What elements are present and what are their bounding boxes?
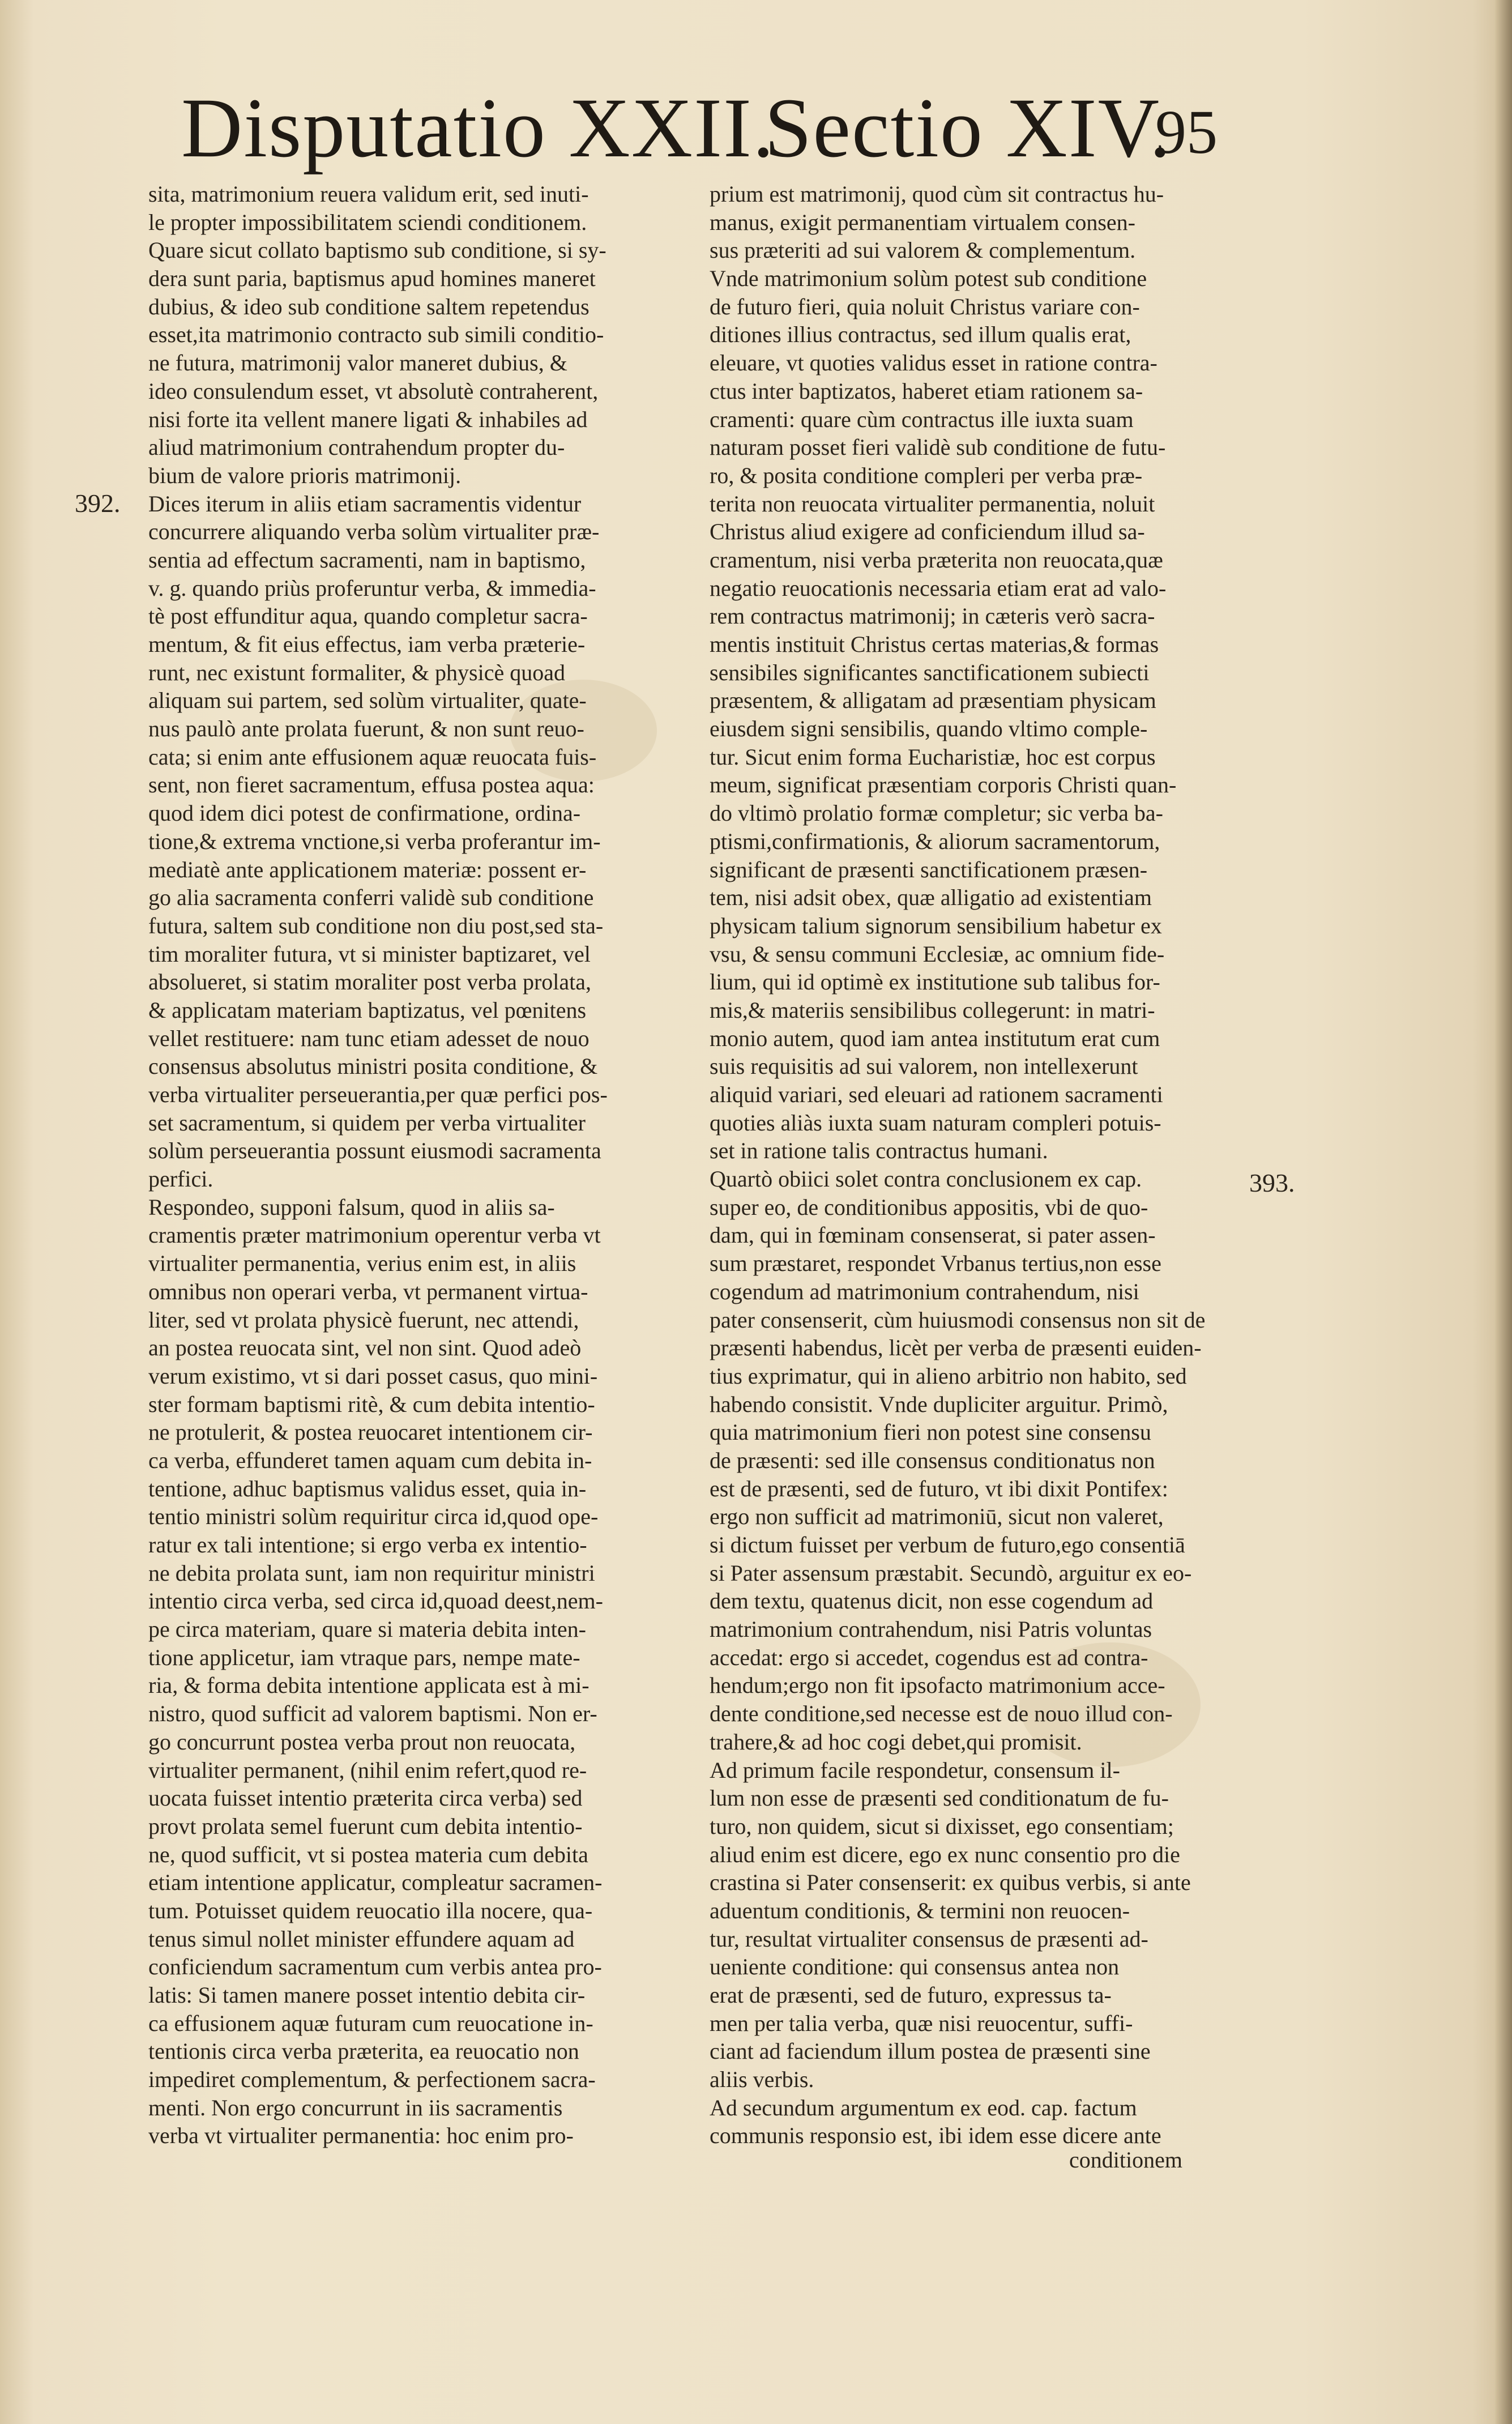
text-line: Vnde matrimonium solùm potest sub conditione <box>710 266 1147 292</box>
text-line: dente conditione,sed necesse est de nouo illud con- <box>710 1701 1173 1727</box>
text-line: go concurrunt postea verba prout non reuocata, <box>148 1729 576 1755</box>
text-line: ne, quod sufficit, vt si postea materia cum debita <box>148 1841 588 1867</box>
text-line: communis responsio est, ibi idem esse dicere ante <box>710 2123 1161 2149</box>
left-text-column <box>148 180 669 2150</box>
text-line: uocata fuisset intentio præterita circa verba) sed <box>148 1785 583 1811</box>
text-line: set sacramentum, si quidem per verba virtualiter <box>148 1109 586 1136</box>
text-line: eiusdem signi sensibilis, quando vltimo comple- <box>710 716 1148 742</box>
text-line: lum non esse de præsenti sed conditionatum de fu- <box>710 1785 1169 1811</box>
text-line: latis: Si tamen manere posset intentio debita cir- <box>148 1982 586 2008</box>
page-edge-shadow <box>1495 0 1512 2424</box>
text-line: mis,& materiis sensibilibus collegerunt: in matri- <box>710 997 1155 1023</box>
text-line: ro, & posita conditione compleri per verba præ- <box>710 462 1143 488</box>
text-line: mediatè ante applicationem materiæ: possent er- <box>148 856 587 882</box>
text-line: ne debita prolata sunt, iam non requiritur ministri <box>148 1560 595 1586</box>
text-line: hendum;ergo non fit ipsofacto matrimonium acce- <box>710 1672 1165 1698</box>
text-line: turo, non quidem, sicut si dixisset, ego consentiam; <box>710 1813 1174 1839</box>
text-line: dem textu, quatenus dicit, non esse cogendum ad <box>710 1588 1154 1614</box>
text-line: erat de præsenti, sed de futuro, expressus ta- <box>710 1982 1112 2008</box>
text-line: meum, significat præsentiam corporis Christi quan- <box>710 772 1177 798</box>
running-header <box>0 79 1512 176</box>
text-line: super eo, de conditionibus appositis, vbi de quo- <box>710 1194 1148 1220</box>
text-line: tur, resultat virtualiter consensus de præsenti ad- <box>710 1926 1148 1952</box>
text-line: tur. Sicut enim forma Eucharistiæ, hoc est corpus <box>710 744 1156 770</box>
text-line: ca verba, effunderet tamen aquam cum debita in- <box>148 1447 592 1473</box>
text-line: cata; si enim ante effusionem aquæ reuocata fuis- <box>148 744 597 770</box>
text-line: ca effusionem aquæ futuram cum reuocatione in- <box>148 2010 593 2036</box>
text-line: virtualiter permanentia, verius enim est, in aliis <box>148 1251 576 1277</box>
text-line: verum existimo, vt si dari posset casus, quo mini- <box>148 1363 598 1389</box>
text-line: suis requisitis ad sui valorem, non intellexerunt <box>710 1053 1138 1079</box>
text-line: accedat: ergo si accedet, cogendus est ad contra- <box>710 1644 1148 1670</box>
text-line: aliud enim est dicere, ego ex nunc consentio pro die <box>710 1841 1180 1867</box>
text-line: solùm perseuerantia possunt eiusmodi sacramenta <box>148 1138 601 1164</box>
text-line: bium de valore prioris matrimonij. <box>148 462 462 488</box>
text-line: mentum, & fit eius effectus, iam verba præterie- <box>148 631 586 657</box>
text-line: prium est matrimonij, quod cùm sit contractus hu- <box>710 181 1164 207</box>
text-line: ctus inter baptizatos, haberet etiam rationem sa- <box>710 378 1143 404</box>
text-line: Quare sicut collato baptismo sub conditione, si sy- <box>148 237 606 263</box>
text-line: set in ratione talis contractus humani. <box>710 1138 1048 1164</box>
text-line: le propter impossibilitatem sciendi conditionem. <box>148 209 587 235</box>
text-line: lium, qui id optimè ex institutione sub talibus for- <box>710 969 1160 995</box>
text-line: præsentem, & alligatam ad præsentiam physicam <box>710 688 1156 714</box>
text-line: go alia sacramenta conferri validè sub conditione <box>148 885 594 911</box>
text-line: matrimonium contrahendum, nisi Patris voluntas <box>710 1616 1152 1642</box>
catchword: conditionem <box>1069 2147 1182 2173</box>
text-line: an postea reuocata sint, vel non sint. Quod adeò <box>148 1335 582 1361</box>
text-line: esset,ita matrimonio contracto sub simili conditio- <box>148 322 604 348</box>
text-line: sus præteriti ad sui valorem & complementum. <box>710 237 1136 263</box>
text-line: tione applicetur, iam vtraque pars, nempe mate- <box>148 1644 580 1670</box>
header-right-title: Sectio XIV. <box>764 81 1172 175</box>
text-line: si Pater assensum præstabit. Secundò, arguitur ex eo- <box>710 1560 1192 1586</box>
text-line: do vltimò prolatio formæ completur; sic verba ba- <box>710 800 1163 826</box>
text-line: etiam intentione applicatur, compleatur sacramen- <box>148 1870 603 1896</box>
text-line: Christus aliud exigere ad conficiendum illud sa- <box>710 519 1145 545</box>
text-line: intentio circa verba, sed circa id,quoad deest,nem- <box>148 1588 603 1614</box>
text-line: sensibiles significantes sanctificationem subiecti <box>710 659 1150 685</box>
text-line: Dices iterum in aliis etiam sacramentis videntur <box>148 490 582 517</box>
text-line: naturam posset fieri validè sub conditione de futu- <box>710 434 1166 460</box>
text-line: crastina si Pater consenserit: ex quibus verbis, si ante <box>710 1870 1191 1896</box>
text-line: sentia ad effectum sacramenti, nam in baptismo, <box>148 547 586 573</box>
text-line: mentis instituit Christus certas materias,& formas <box>710 631 1159 657</box>
text-line: ciant ad faciendum illum postea de præsenti sine <box>710 2038 1151 2064</box>
text-line: cogendum ad matrimonium contrahendum, nisi <box>710 1278 1139 1304</box>
text-line: tem, nisi adsit obex, quæ alligatio ad existentiam <box>710 885 1152 911</box>
text-line: tentio ministri solùm requiritur circa id,quod ope- <box>148 1504 599 1530</box>
text-line: tim moraliter futura, vt si minister baptizaret, vel <box>148 941 591 967</box>
page-number: 95 <box>1155 97 1218 167</box>
text-line: præsenti habendus, licèt per verba de præsenti euiden- <box>710 1335 1202 1361</box>
text-line: tius exprimatur, qui in alieno arbitrio non habito, sed <box>710 1363 1187 1389</box>
text-line: quod idem dici potest de confirmatione, ordina- <box>148 800 581 826</box>
text-line: pe circa materiam, quare si materia debita inten- <box>148 1616 586 1642</box>
text-line: nistro, quod sufficit ad valorem baptismi. Non er- <box>148 1701 597 1727</box>
text-line: vellet restituere: nam tunc etiam adesset de nouo <box>148 1025 590 1051</box>
text-line: habendo consistit. Vnde dupliciter arguitur. Primò, <box>710 1391 1168 1417</box>
text-line: nus paulò ante prolata fuerunt, & non sunt reuo- <box>148 716 584 742</box>
text-line: provt prolata semel fuerunt cum debita intentio- <box>148 1813 583 1839</box>
text-line: tentionis circa verba præterita, ea reuocatio non <box>148 2038 579 2064</box>
text-line: ueniente conditione: qui consensus antea non <box>710 1954 1120 1980</box>
right-text-column <box>710 180 1233 2150</box>
text-line: pater consenserit, cùm huiusmodi consensus non sit de <box>710 1307 1206 1333</box>
text-line: significant de præsenti sanctificationem præsen- <box>710 856 1148 882</box>
text-line: liter, sed vt prolata physicè fuerunt, nec attendi, <box>148 1307 579 1333</box>
text-line: tentione, adhuc baptismus validus esset, quia in- <box>148 1475 587 1501</box>
text-line: sum præstaret, respondet Vrbanus tertius,non esse <box>710 1251 1161 1277</box>
text-line: ne futura, matrimonij valor maneret dubius, & <box>148 350 567 376</box>
text-line: runt, nec existunt formaliter, & physicè quoad <box>148 659 565 685</box>
text-line: quia matrimonium fieri non potest sine consensu <box>710 1419 1151 1445</box>
text-line: ideo consulendum esset, vt absolutè contraherent, <box>148 378 599 404</box>
text-line: cramentum, nisi verba præterita non reuocata,quæ <box>710 547 1163 573</box>
text-line: est de præsenti, sed de futuro, vt ibi dixit Pontifex: <box>710 1475 1168 1501</box>
text-line: eleuare, vt quoties validus esset in ratione contra- <box>710 350 1158 376</box>
text-line: tione,& extrema vnctione,si verba proferantur im- <box>148 828 601 854</box>
text-line: Ad secundum argumentum ex eod. cap. factum <box>710 2094 1137 2120</box>
text-line: absolueret, si statim moraliter post verba prolata, <box>148 969 591 995</box>
text-line: negatio reuocationis necessaria etiam erat ad valo- <box>710 575 1167 601</box>
text-line: cramentis præter matrimonium operentur verba vt <box>148 1222 601 1248</box>
text-line: v. g. quando priùs proferuntur verba, & immedia- <box>148 575 596 601</box>
text-line: ria, & forma debita intentione applicata est à mi- <box>148 1672 590 1698</box>
text-line: ptismi,confirmationis, & aliorum sacramentorum, <box>710 828 1160 854</box>
text-line: dubius, & ideo sub conditione saltem repetendus <box>148 293 590 319</box>
text-line: men per talia verba, quæ nisi reuocentur, suffi- <box>710 2010 1133 2036</box>
text-line: cramenti: quare cùm contractus ille iuxta suam <box>710 406 1134 432</box>
text-line: vsu, & sensu communi Ecclesiæ, ac omnium fide- <box>710 941 1165 967</box>
text-line: physicam talium signorum sensibilium habetur ex <box>710 912 1162 938</box>
text-line: de futuro fieri, quia noluit Christus variare con- <box>710 293 1140 319</box>
text-line: sita, matrimonium reuera validum erit, sed inuti- <box>148 181 589 207</box>
text-line: sent, non fieret sacramentum, effusa postea aqua: <box>148 772 595 798</box>
text-line: & applicatam materiam baptizatus, vel pœnitens <box>148 997 587 1023</box>
text-line: verba virtualiter perseuerantia,per quæ perfici pos- <box>148 1082 608 1107</box>
text-line: quoties aliàs iuxta suam naturam compleri potuis- <box>710 1109 1161 1136</box>
text-line: omnibus non operari verba, vt permanent virtua- <box>148 1278 588 1304</box>
margin-number: 392. <box>75 489 121 518</box>
text-line: de præsenti: sed ille consensus conditionatus non <box>710 1447 1155 1473</box>
text-line: conficiendum sacramentum cum verbis antea pro- <box>148 1954 602 1980</box>
text-line: nisi forte ita vellent manere ligati & inhabiles ad <box>148 406 588 432</box>
text-line: aliquam sui partem, sed solùm virtualiter, quate- <box>148 688 587 714</box>
text-line: aliis verbis. <box>710 2067 814 2093</box>
text-line: Ad primum facile respondetur, consensum il- <box>710 1757 1120 1783</box>
text-line: Respondeo, supponi falsum, quod in aliis sa- <box>148 1194 555 1220</box>
text-line: terita non reuocata virtualiter permanentia, noluit <box>710 490 1155 517</box>
text-line: impediret complementum, & perfectionem sacra- <box>148 2067 596 2093</box>
text-line: aduentum conditionis, & termini non reuocen- <box>710 1897 1130 1923</box>
text-line: tè post effunditur aqua, quando completur sacra- <box>148 603 588 629</box>
text-line: aliquid variari, sed eleuari ad rationem sacramenti <box>710 1082 1163 1107</box>
text-line: tenus simul nollet minister effundere aquam ad <box>148 1926 575 1952</box>
text-line: aliud matrimonium contrahendum propter du- <box>148 434 565 460</box>
text-line: ne protulerit, & postea reuocaret intentionem cir- <box>148 1419 593 1445</box>
text-line: dera sunt paria, baptismus apud homines maneret <box>148 266 596 292</box>
text-line: verba vt virtualiter permanentia: hoc enim pro- <box>148 2123 574 2149</box>
text-line: virtualiter permanent, (nihil enim refert,quod re- <box>148 1757 587 1783</box>
text-line: consensus absolutus ministri posita conditione, & <box>148 1053 598 1079</box>
text-line: trahere,& ad hoc cogi debet,qui promisit. <box>710 1729 1082 1755</box>
text-line: monio autem, quod iam antea institutum erat cum <box>710 1025 1160 1051</box>
text-line: rem contractus matrimonij; in cæteris verò sacra- <box>710 603 1155 629</box>
margin-number: 393. <box>1249 1168 1295 1197</box>
text-line: ergo non sufficit ad matrimoniū, sicut non valeret, <box>710 1504 1164 1530</box>
text-line: Quartò obiici solet contra conclusionem ex cap. <box>710 1166 1142 1192</box>
text-line: ratur ex tali intentione; si ergo verba ex intentio- <box>148 1532 587 1557</box>
header-left-title: Disputatio XXII. <box>181 81 775 175</box>
text-line: tum. Potuisset quidem reuocatio illa nocere, qua- <box>148 1897 593 1923</box>
text-line: futura, saltem sub conditione non diu post,sed sta- <box>148 912 604 938</box>
text-line: ster formam baptismi ritè, & cum debita intentio- <box>148 1391 595 1417</box>
text-line: si dictum fuisset per verbum de futuro,ego consentiā <box>710 1532 1185 1557</box>
text-line: concurrere aliquando verba solùm virtualiter præ- <box>148 519 600 545</box>
text-line: menti. Non ergo concurrunt in iis sacramentis <box>148 2094 563 2120</box>
text-line: ditiones illius contractus, sed illum qualis erat, <box>710 322 1131 348</box>
text-line: manus, exigit permanentiam virtualem consen- <box>710 209 1135 235</box>
text-line: dam, qui in fœminam consenserat, si pater assen- <box>710 1222 1156 1248</box>
text-line: perfici. <box>148 1166 213 1192</box>
